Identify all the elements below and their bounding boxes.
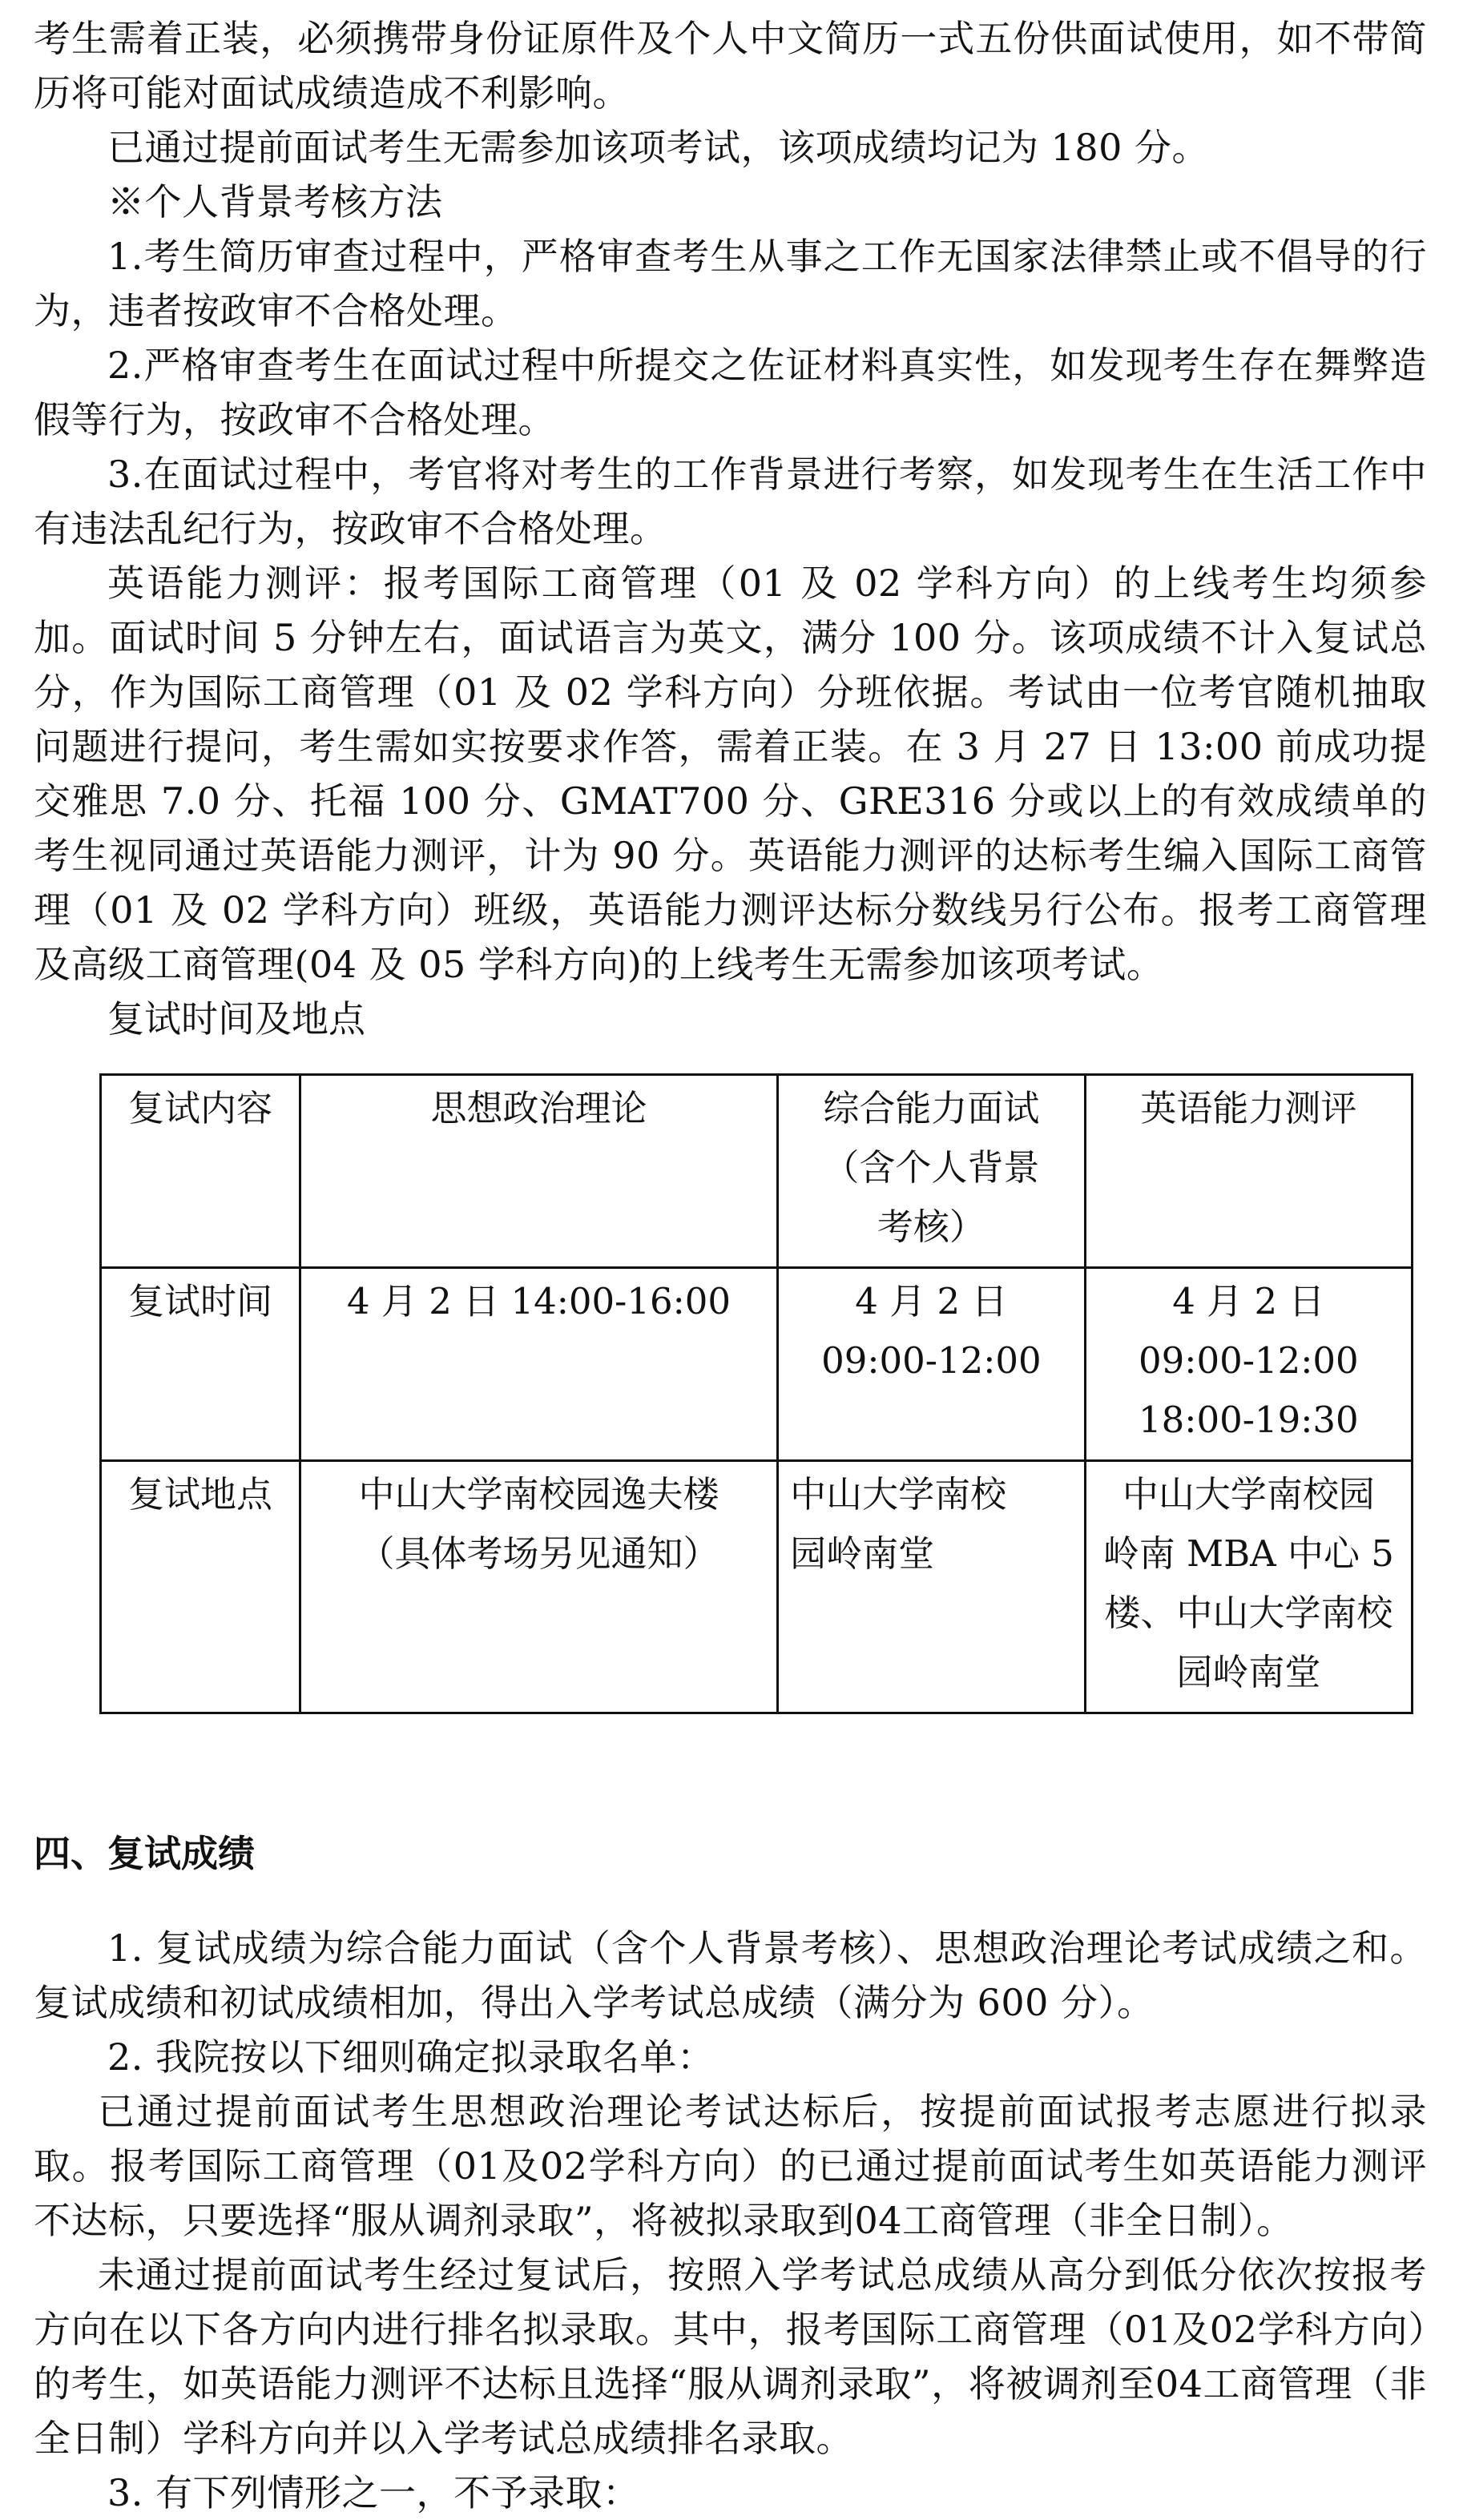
cell-english-place: 中山大学南校园 岭南 MBA 中心 5 楼、中山大学南校 园岭南堂 bbox=[1085, 1461, 1412, 1713]
section-4-heading: 四、复试成绩 bbox=[34, 1832, 255, 1875]
cell-politics-time: 4 月 2 日 14:00-16:00 bbox=[300, 1268, 777, 1461]
row-label-content: 复试内容 bbox=[101, 1075, 300, 1268]
paragraph-early-interview-score: 已通过提前面试考生无需参加该项考试，该项成绩均记为 180 分。 bbox=[107, 126, 1210, 169]
paragraph-score-composition: 1. 复试成绩为综合能力面试（含个人背景考核）、思想政治理论考试成绩之和。复试成绩和初试成绩相加，得出入学考试总成绩（满分为 600 分）。 bbox=[34, 1926, 1427, 2024]
paragraph-early-admission: 已通过提前面试考生思想政治理论考试达标后，按提前面试报考志愿进行拟录取。报考国际工商管理（01及02学科方向）的已通过提前面试考生如英语能力测评不达标，只要选择“服从调剂录取”，将被拟录取到04工商管理（非全日制）。 bbox=[34, 2090, 1427, 2242]
header-comprehensive: 综合能力面试 （含个人背景 考核） bbox=[778, 1075, 1086, 1268]
paragraph-english-assessment: 英语能力测评：报考国际工商管理（01 及 02 学科方向）的上线考生均须参加。面试时间 5 分钟左右，面试语言为英文，满分 100 分。该项成绩不计入复试总分，作为国际工商管理（01 及 02 学科方向）分班依据。考试由一位考官随机抽取问题进行提问，考生需如实按要求作答，需着正装。在 3 月 27 日 13:00 前成功提交雅思 7.0 分、托福 100 分、GMAT700 分、GRE316 分或以上的有效成绩单的考生视同通过英语能力测评，计为 90 分。英语能力测评的达标考生编入国际工商管理（01 及 02 学科方向）班级，英语能力测评达标分数线另行公布。报考工商管理及高级工商管理(04 及 05 学科方向)的上线考生无需参加该项考试。 bbox=[34, 562, 1427, 986]
paragraph-background-method-title: ※个人背景考核方法 bbox=[107, 180, 443, 223]
paragraph-rejection-cases: 3. 有下列情形之一，不予录取： bbox=[107, 2471, 640, 2514]
row-label-place: 复试地点 bbox=[101, 1461, 300, 1713]
paragraph-admission-rules: 2. 我院按以下细则确定拟录取名单： bbox=[107, 2035, 715, 2079]
paragraph-attire-resume: 考生需着正装，必须携带身份证原件及个人中文简历一式五份供面试使用，如不带简历将可能对面试成绩造成不利影响。 bbox=[34, 17, 1427, 115]
table-row bbox=[101, 1075, 1413, 1268]
cell-politics-place: 中山大学南校园逸夫楼 （具体考场另见通知） bbox=[300, 1461, 777, 1713]
cell-comprehensive-time: 4 月 2 日 09:00-12:00 bbox=[778, 1268, 1086, 1461]
schedule-table bbox=[99, 1073, 1413, 1714]
row-label-time: 复试时间 bbox=[101, 1268, 300, 1461]
schedule-title: 复试时间及地点 bbox=[107, 997, 365, 1041]
paragraph-ranking-admission: 未通过提前面试考生经过复试后，按照入学考试总成绩从高分到低分依次按报考方向在以下各方向内进行排名拟录取。其中，报考国际工商管理（01及02学科方向）的考生，如英语能力测评不达标且选择“服从调剂录取”，将被调剂至04工商管理（非全日制）学科方向并以入学考试总成绩排名录取。 bbox=[34, 2253, 1427, 2460]
header-english: 英语能力测评 bbox=[1085, 1075, 1412, 1268]
table-row bbox=[101, 1268, 1413, 1461]
header-politics: 思想政治理论 bbox=[300, 1075, 777, 1268]
table-row bbox=[101, 1461, 1413, 1713]
cell-comprehensive-place: 中山大学南校 园岭南堂 bbox=[778, 1461, 1086, 1713]
paragraph-rule-3: 3.在面试过程中，考官将对考生的工作背景进行考察，如发现考生在生活工作中有违法乱纪行为，按政审不合格处理。 bbox=[34, 453, 1427, 550]
cell-english-time: 4 月 2 日 09:00-12:00 18:00-19:30 bbox=[1085, 1268, 1412, 1461]
paragraph-rule-2: 2.严格审查考生在面试过程中所提交之佐证材料真实性，如发现考生存在舞弊造假等行为，按政审不合格处理。 bbox=[34, 344, 1427, 441]
paragraph-rule-1: 1.考生简历审查过程中，严格审查考生从事之工作无国家法律禁止或不倡导的行为，违者按政审不合格处理。 bbox=[34, 235, 1427, 332]
